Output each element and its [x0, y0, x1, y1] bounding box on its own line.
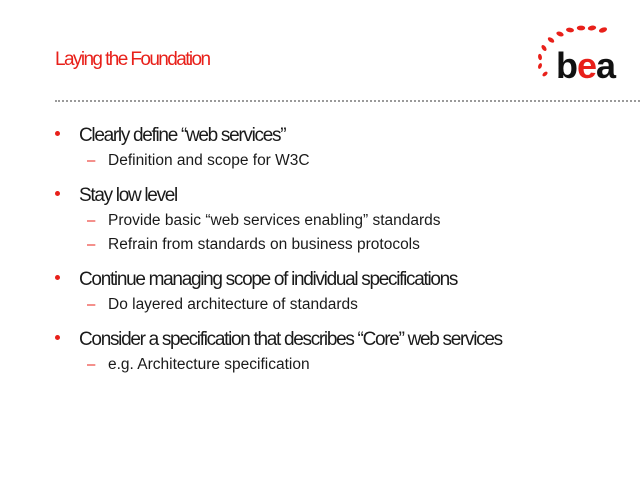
dash-icon: –	[87, 152, 96, 169]
bullet-text: Stay low level	[79, 185, 177, 206]
sub-bullet-item	[79, 209, 635, 233]
sub-bullet-list	[79, 149, 635, 173]
bullet-item	[55, 182, 635, 257]
sub-bullet-item	[79, 293, 635, 317]
bullet-text: Consider a specification that describes “Core” web services	[79, 329, 502, 350]
bullet-dot-icon	[55, 275, 60, 280]
bullet-item	[55, 326, 635, 377]
dash-icon: –	[87, 356, 96, 373]
sub-bullet-text: Provide basic “web services enabling” standards	[108, 212, 441, 229]
bea-logo	[530, 20, 630, 86]
bullet-list	[55, 122, 635, 386]
dash-icon: –	[87, 296, 96, 313]
sub-bullet-item	[79, 149, 635, 173]
bullet-item	[55, 122, 635, 173]
sub-bullet-list	[79, 353, 635, 377]
dash-icon: –	[87, 236, 96, 253]
bullet-dot-icon	[55, 191, 60, 196]
bullet-text: Continue managing scope of individual specifications	[79, 269, 458, 290]
dash-icon: –	[87, 212, 96, 229]
bullet-dot-icon	[55, 131, 60, 136]
sub-bullet-text: e.g. Architecture specification	[108, 356, 310, 373]
sub-bullet-item	[79, 353, 635, 377]
logo-wordmark: bea	[556, 45, 616, 86]
bullet-item	[55, 266, 635, 317]
sub-bullet-list	[79, 209, 635, 257]
slide-title: Laying the Foundation	[55, 49, 210, 70]
bullet-dot-icon	[55, 335, 60, 340]
sub-bullet-item	[79, 233, 635, 257]
sub-bullet-list	[79, 293, 635, 317]
sub-bullet-text: Do layered architecture of standards	[108, 296, 358, 313]
title-divider	[55, 100, 640, 102]
bullet-text: Clearly define “web services”	[79, 125, 286, 146]
sub-bullet-text: Refrain from standards on business protocols	[108, 236, 420, 253]
sub-bullet-text: Definition and scope for W3C	[108, 152, 310, 169]
